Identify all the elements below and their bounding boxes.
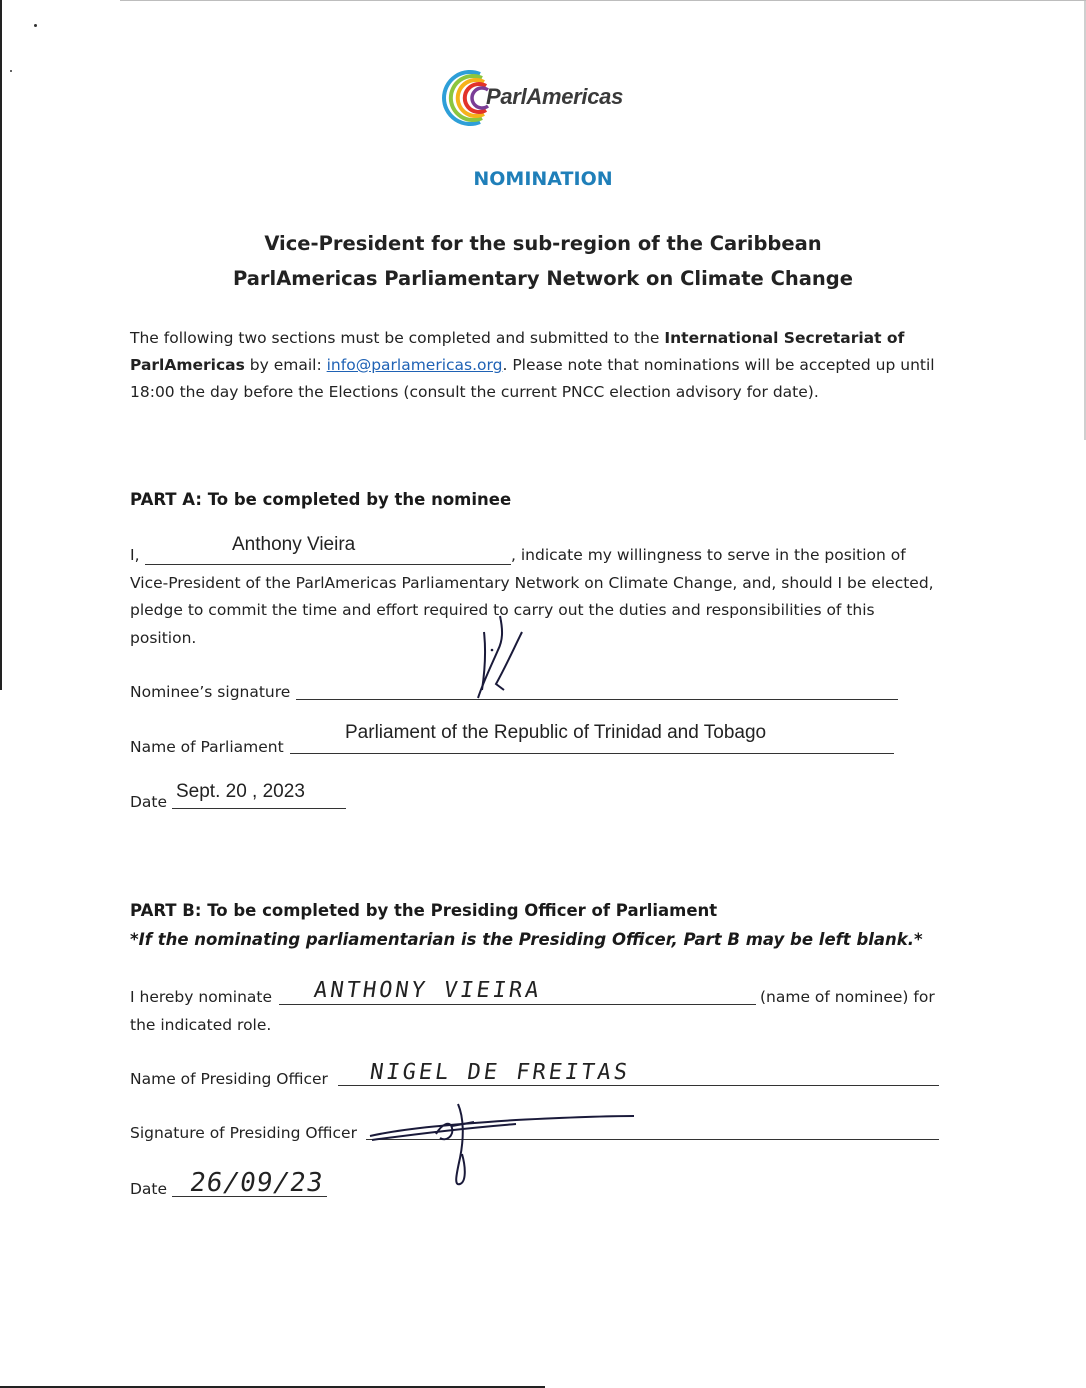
i-label: I,: [130, 546, 140, 564]
officer-name-label: Name of Presiding Officer: [130, 1070, 328, 1088]
document-subtitle-line2: ParlAmericas Parliamentary Network on Climate Change: [232, 267, 853, 290]
role-line: the indicated role.: [130, 1016, 272, 1034]
intro-text: . Please note that nominations will be accepted up until 18:00 the day before the Elections (consult the current PNCC election advisory for date).: [130, 356, 935, 401]
nominee-handwritten[interactable]: ANTHONY VIEIRA: [312, 978, 544, 1003]
intro-text: The following two sections must be completed and submitted to the: [130, 329, 665, 347]
nominee-date-label: Date: [130, 793, 168, 811]
nominee-date-field[interactable]: Sept. 20 , 2023: [176, 781, 305, 802]
parliament-label: Name of Parliament: [130, 738, 284, 756]
nominee-signature[interactable]: [470, 610, 530, 705]
officer-name-line: [338, 1085, 939, 1086]
part-a-heading: PART A: To be completed by the nominee: [130, 490, 512, 509]
scan-border-left: [0, 0, 2, 690]
nominee-signature-line: [296, 699, 898, 700]
logo-text: ParlAmericas: [486, 84, 624, 109]
parliament-line: [290, 753, 894, 754]
intro-bold-secretariat: International Secretariat of ParlAmericas: [130, 329, 905, 374]
intro-paragraph: [130, 325, 960, 406]
officer-date-handwritten[interactable]: 26/09/23: [187, 1168, 326, 1198]
nominee-signature-label: Nominee’s signature: [130, 683, 291, 701]
officer-name-handwritten[interactable]: NIGEL DE FREITAS: [368, 1060, 632, 1085]
scan-speck: [10, 70, 12, 72]
nominee-suffix: (name of nominee) for: [760, 988, 935, 1006]
nominate-line: [279, 1004, 756, 1005]
statement-line2: Vice-President of the ParlAmericas Parliamentary Network on Climate Change, and, should I be elected,: [130, 574, 934, 592]
intro-text: by email:: [244, 356, 327, 374]
statement-line4: position.: [130, 629, 197, 647]
parlamericas-logo: [440, 66, 660, 126]
willingness-text: , indicate my willingness to serve in the position of: [511, 546, 906, 564]
document-subtitle-line1: Vice-President for the sub-region of the Caribbean: [264, 232, 822, 255]
email-link[interactable]: info@parlamericas.org: [326, 356, 503, 374]
part-b-heading: PART B: To be completed by the Presiding Officer of Parliament: [130, 901, 718, 920]
nominate-label: I hereby nominate: [130, 988, 273, 1006]
part-b-note: *If the nominating parliamentarian is the Presiding Officer, Part B may be left blank.*: [130, 930, 923, 949]
officer-date-label: Date: [130, 1180, 168, 1198]
document-title: NOMINATION: [473, 168, 613, 190]
nominee-date-line: [172, 808, 346, 809]
nominee-name-line: [145, 564, 511, 565]
parliament-field[interactable]: Parliament of the Republic of Trinidad and Tobago: [345, 722, 767, 743]
presiding-officer-signature[interactable]: [366, 1098, 646, 1190]
nominee-name-field[interactable]: Anthony Vieira: [232, 534, 356, 555]
officer-signature-label: Signature of Presiding Officer: [130, 1124, 357, 1142]
statement-line3: pledge to commit the time and effort required to carry out the duties and responsibilities of this: [130, 601, 875, 619]
scan-border-top: [120, 0, 1086, 1]
scan-speck: [34, 24, 37, 27]
